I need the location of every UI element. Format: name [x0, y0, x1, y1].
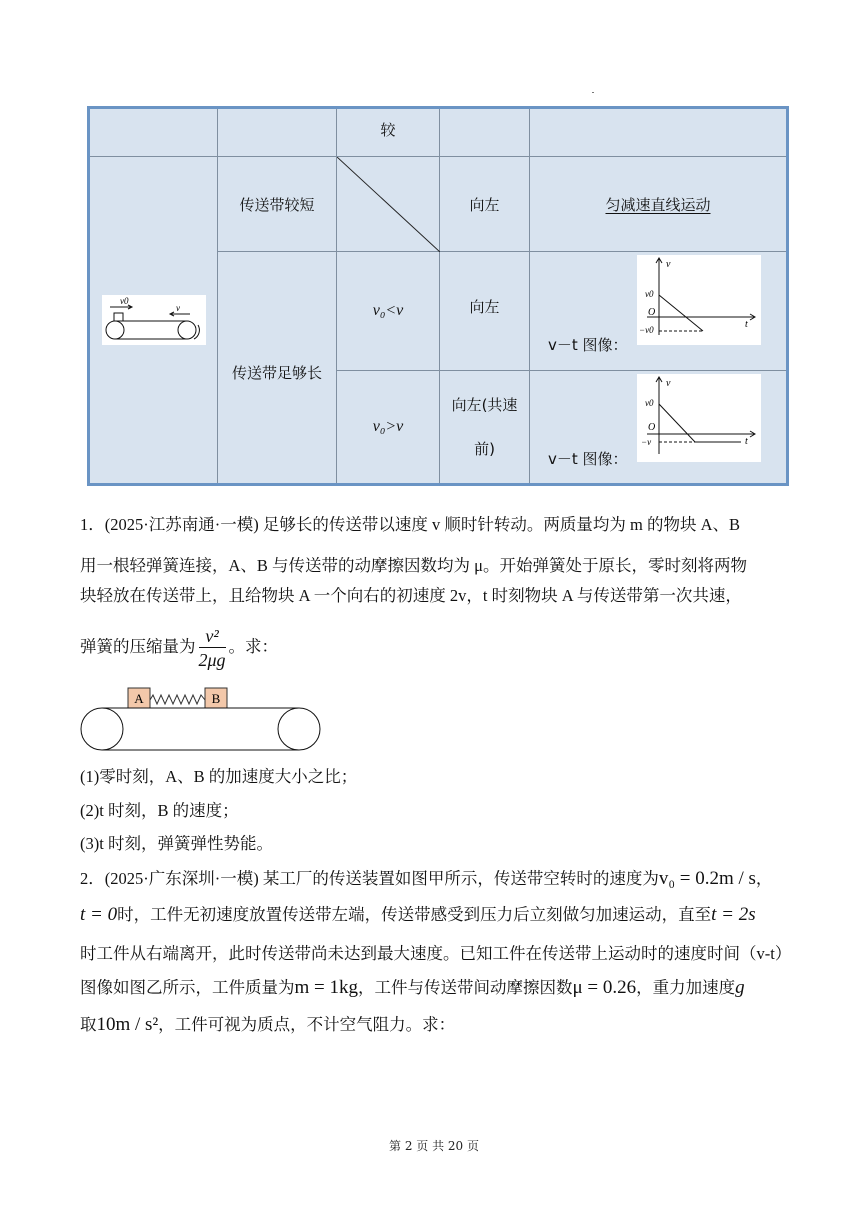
- cell-top-2: [218, 109, 337, 157]
- fraction-compression: [199, 625, 226, 672]
- cell-a-direction: [440, 252, 530, 371]
- block-b-label: B: [211, 691, 221, 706]
- vt-label-b: v－t 图像：: [548, 450, 628, 468]
- p2-line3: 时工件从右端离开，此时传送带尚未达到最大速度。已知工件在传送带上运动时的速度时间（v-t）: [80, 944, 792, 963]
- cell-top-1: [90, 109, 218, 157]
- block-a-label: A: [134, 691, 144, 706]
- graph-a-label-O: O: [648, 307, 656, 318]
- text-b-direction-2: 前): [474, 440, 495, 458]
- graph-a-label-t: t: [745, 319, 748, 330]
- graph-b-label-v0: v0: [645, 398, 654, 408]
- cell-diagram: [90, 157, 218, 483]
- cell-a-relation: [337, 252, 440, 371]
- cell-b-direction: [440, 371, 530, 483]
- vt-label-a: v－t 图像：: [548, 336, 628, 354]
- graph-a-line: [659, 295, 703, 331]
- text-short-direction: 向左: [469, 195, 500, 214]
- vt-graph-a: [637, 255, 761, 345]
- text-short-condition: 传送带较短: [239, 195, 315, 214]
- diagonal-line: [337, 157, 440, 252]
- cell-long-condition: [218, 252, 337, 483]
- cell-b-relation: [337, 371, 440, 483]
- p1-q3: (3)t 时刻，弹簧弹性势能。: [80, 834, 273, 853]
- p2-line1-post: ，: [755, 869, 773, 888]
- cell-short-diagonal: [337, 157, 440, 252]
- pulley-left: [81, 708, 123, 750]
- cell-top-4: [440, 109, 530, 157]
- text-b-relation: v₀>v: [372, 418, 404, 435]
- graph-a-label-neg-v0: −v0: [639, 325, 654, 335]
- graph-b-label-t: t: [745, 436, 748, 447]
- pulley-right: [278, 708, 320, 750]
- p2-eq-t2: t = 2s: [711, 904, 756, 925]
- label-v0: v0: [119, 296, 128, 306]
- graph-a-label-v0: v0: [645, 289, 654, 299]
- page-footer: 第 2 页 共 20 页: [389, 1139, 479, 1153]
- p2-line1: [80, 869, 772, 889]
- frac-den: 2μg: [198, 649, 226, 670]
- cell-short-condition: [218, 157, 337, 252]
- p2-line2-mid: 时，工件无初速度放置传送带左端，传送带感受到压力后立刻做匀加速运动，直至: [117, 905, 712, 924]
- p1-q2: (2)t 时刻，B 的速度；: [80, 801, 239, 820]
- cell-text-jiao: 较: [380, 121, 396, 139]
- p2-line4: [80, 978, 745, 998]
- spring: [150, 695, 205, 704]
- graph-b-label-v: v: [666, 378, 671, 389]
- p2-line4-mid2: ，重力加速度: [636, 978, 736, 997]
- p1-line1: 1．(2025·江苏南通·一模) 足够长的传送带以速度 v 顺时针转动。两质量均为 m 的物块 A、B: [80, 515, 740, 534]
- p2-eq-mu: μ = 0.26: [572, 977, 637, 998]
- left-pulley: [106, 321, 124, 339]
- frac-num: v²: [199, 625, 226, 648]
- p2-eq-g: g: [735, 977, 745, 998]
- p2-line5-pre: 取: [80, 1015, 97, 1034]
- label-v: v: [175, 303, 180, 313]
- cell-short-direction: [440, 157, 530, 252]
- p1-line4-pre: 弹簧的压缩量为: [80, 637, 196, 656]
- block: [114, 313, 123, 321]
- p2-line4-pre: 图像如图乙所示，工件质量为: [80, 978, 295, 997]
- cell-top-5: [530, 109, 786, 157]
- text-a-relation: v₀<v: [372, 302, 404, 319]
- graph-b-label-neg-v: −v: [641, 437, 652, 447]
- p1-line3: 块轻放在传送带上，且给物块 A 一个向右的初速度 2v，t 时刻物块 A 与传送带第一次共速，: [80, 586, 742, 605]
- p2-line5: [80, 1015, 455, 1035]
- conveyor-left-diagram: [102, 295, 206, 345]
- vt-graph-b: [637, 374, 761, 462]
- stray-dot: [592, 92, 594, 93]
- graph-b-label-O: O: [648, 422, 656, 433]
- p2-eq-g-value: 10m / s²: [96, 1014, 159, 1035]
- right-pulley: [178, 321, 196, 339]
- p2-eq-t0: t = 0: [80, 904, 118, 925]
- spring-conveyor-diagram: [78, 684, 324, 752]
- p2-line2: [80, 905, 756, 925]
- graph-a-label-v: v: [666, 259, 671, 270]
- cell-top-3: [337, 109, 440, 157]
- graph-b-line: [659, 404, 695, 442]
- p1-line4-post: 。求：: [228, 637, 279, 656]
- p1-line2: 用一根轻弹簧连接，A、B 与传送带的动摩擦因数均为 μ。开始弹簧处于原长，零时刻将两物: [80, 556, 748, 575]
- conveyor-table: [87, 106, 789, 486]
- text-b-direction-1: 向左(共速: [451, 396, 518, 414]
- text-long-condition: 传送带足够长: [231, 364, 322, 382]
- p2-eq-v0: v₀ = 0.2m / s: [658, 868, 756, 889]
- text-a-direction: 向左: [469, 298, 500, 316]
- p2-eq-m: m = 1kg: [294, 977, 358, 998]
- p1-line4: [80, 622, 278, 672]
- cell-a-graph: [530, 252, 786, 371]
- p2-line5-post: ，工件可视为质点，不计空气阻力。求：: [158, 1015, 456, 1034]
- p1-q1: (1)零时刻，A、B 的加速度大小之比；: [80, 767, 358, 786]
- cell-b-graph: [530, 371, 786, 483]
- p2-line4-mid: ，工件与传送带间动摩擦因数: [358, 978, 573, 997]
- text-short-motion: 匀减速直线运动: [605, 195, 711, 214]
- cell-short-motion: [530, 157, 786, 252]
- p2-line1-pre: 2．(2025·广东深圳·一模) 某工厂的传送装置如图甲所示，传送带空转时的速度为: [80, 869, 659, 888]
